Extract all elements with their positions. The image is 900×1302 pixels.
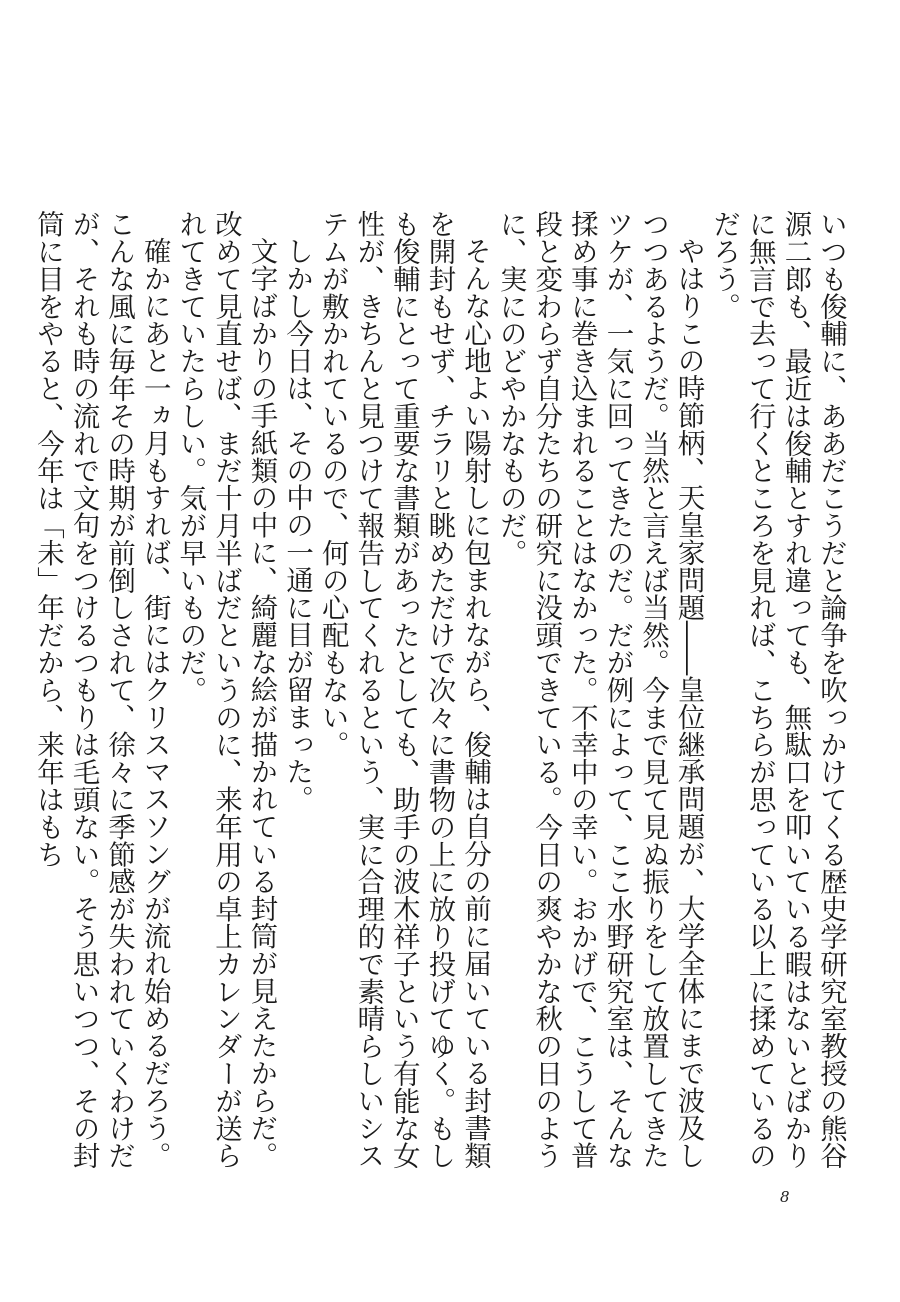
paragraph-2: やはりこの時節柄、天皇家問題――皇位継承問題が、大学全体にまで波及しつつあるようだ。当然と言えば当然。今まで見て見ぬ振りをして放置してきたツケが、一気に回ってきたのだ。だが例によって、ここ水野研究室は、そんな揉め事に巻き込まれることはなかった。不幸中の幸い。おかげで、こうして普段と変わらず自分たちの研究に没頭できている。今日の爽やかな秋の日のように、実にのどやかなものだ。 bbox=[494, 210, 704, 1169]
paragraph-4: しかし今日は、その中の一通に目が留まった。 bbox=[281, 237, 313, 813]
paragraph-1: いつも俊輔に、ああだこうだと論争を吹っかけてくる歴史学研究室教授の熊谷源二郎も、最近は俊輔とすれ違っても、無駄口を叩いている暇はないとばかりに無言で去って行くところを見れば、こちらが思っている以上に揉めているのだろう。 bbox=[708, 210, 846, 1169]
paragraph-3: そんな心地よい陽射しに包まれながら、俊輔は自分の前に届いている封書類を開封もせず、チラリと眺めただけで次々に書物の上に放り投げてゆく。もしも俊輔にとって重要な書類があったとしても、助手の波木祥子という有能な女性が、きちんと見つけて報告してくれるという、実に合理的で素晴らしいシステムが敷かれているので、何の心配もない。 bbox=[316, 210, 491, 1169]
vertical-text-body bbox=[31, 210, 848, 1170]
page-number: 8 bbox=[780, 1188, 790, 1206]
paragraph-6: 確かにあと一ヵ月もすれば、街にはクリスマスソングが流れ始めるだろう。こんな風に毎年その時期が前倒しされて、徐々に季節感が失われていくわけだが、それも時の流れで文句をつけるつもりは毛頭ない。そう思いつつ、その封筒に目をやると、今年は「未」年だから、来年はもち bbox=[31, 210, 170, 1169]
paragraph-5: 文字ばかりの手紙類の中に、綺麗な絵が描かれている封筒が見えたからだ。改めて見直せば、まだ十月半ばだというのに、来年用の卓上カレンダーが送られてきていたらしい。気が早いものだ。 bbox=[174, 210, 277, 1169]
